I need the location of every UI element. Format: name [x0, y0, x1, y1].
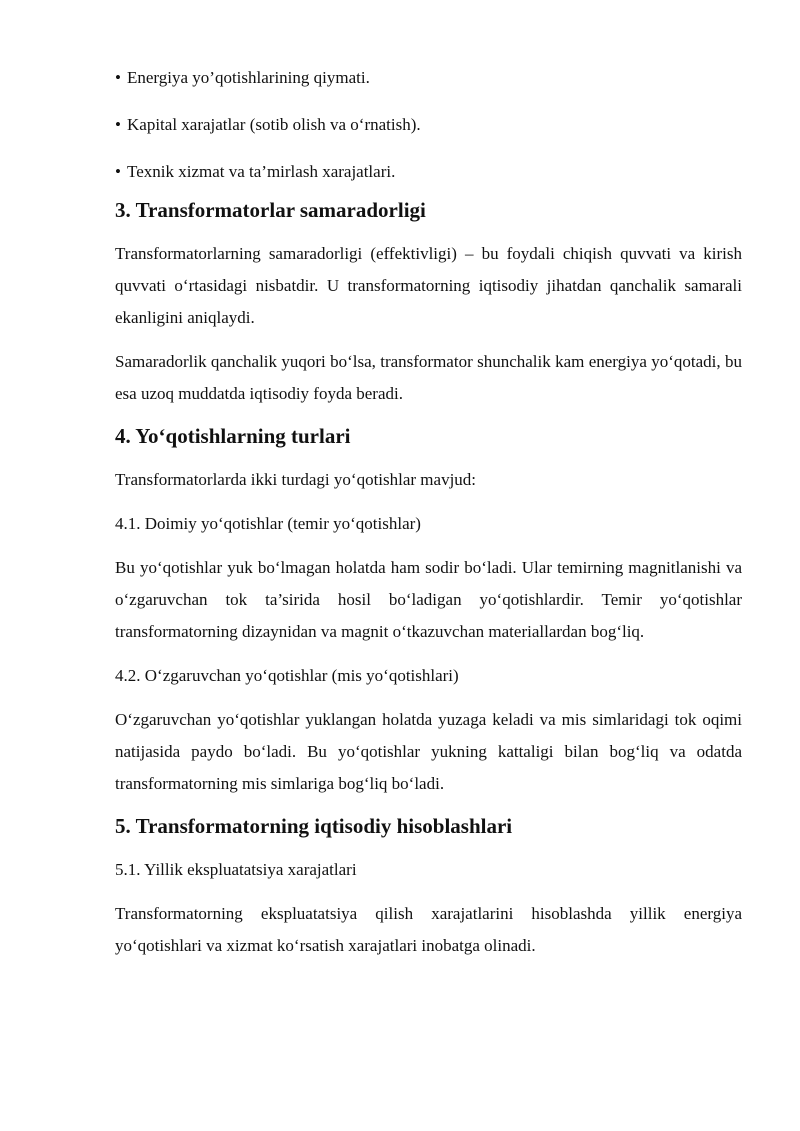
subsection-title-4-1: 4.1. Doimiy yo‘qotishlar (temir yo‘qotishlar)	[115, 514, 421, 533]
bullet-text: Energiya yo’qotishlarining qiymati.	[127, 68, 370, 87]
document-page	[115, 66, 742, 974]
bullet-item	[115, 113, 742, 137]
subsection-5-1-text: Transformatorning ekspluatatsiya qilish xarajatlarini hisoblashda yillik energiya yo‘qotishlari va xizmat ko‘rsatish xarajatlari inobatga olinadi.	[115, 904, 742, 955]
subsection-title-5-1: 5.1. Yillik ekspluatatsiya xarajatlari	[115, 860, 357, 879]
bullet-symbol: •	[115, 162, 121, 181]
bullet-text: Texnik xizmat va ta’mirlash xarajatlari.	[127, 162, 396, 181]
bullet-text: Kapital xarajatlar (sotib olish va o‘rnatish).	[127, 115, 421, 134]
section-4-intro: Transformatorlarda ikki turdagi yo‘qotishlar mavjud:	[115, 470, 477, 489]
bullet-symbol: •	[115, 115, 121, 134]
section-3-paragraph-1: Transformatorlarning samaradorligi (effektivligi) – bu foydali chiqish quvvati va kirish quvvati o‘rtasidagi nisbatdir. U transformatorning iqtisodiy jihatdan qanchalik samarali ekanligini aniqlaydi.	[115, 244, 742, 327]
bullet-item	[115, 66, 742, 90]
section-heading-4: 4. Yo‘qotishlarning turlari	[115, 424, 351, 448]
section-heading-5: 5. Transformatorning iqtisodiy hisoblashlari	[115, 814, 513, 838]
section-heading-3: 3. Transformatorlar samaradorligi	[115, 198, 426, 222]
bullet-symbol: •	[115, 68, 121, 87]
subsection-4-2-text: O‘zgaruvchan yo‘qotishlar yuklangan holatda yuzaga keladi va mis simlaridagi tok oqimi natijasida paydo bo‘ladi. Bu yo‘qotishlar yukning kattaligi bilan bog‘liq va odatda transformatorning mis simlariga bog‘liq bo‘ladi.	[115, 710, 742, 793]
subsection-title-4-2: 4.2. O‘zgaruvchan yo‘qotishlar (mis yo‘qotishlari)	[115, 666, 459, 685]
subsection-4-1-text: Bu yo‘qotishlar yuk bo‘lmagan holatda ham sodir bo‘ladi. Ular temirning magnitlanishi va o‘zgaruvchan tok ta’sirida hosil bo‘ladigan yo‘qotishlardir. Temir yo‘qotishlar transformatorning dizaynidan va magnit o‘tkazuvchan materiallardan bog‘liq.	[115, 558, 742, 641]
bullet-item	[115, 160, 742, 184]
section-3-paragraph-2: Samaradorlik qanchalik yuqori bo‘lsa, transformator shunchalik kam energiya yo‘qotadi, bu esa uzoq muddatda iqtisodiy foyda beradi.	[115, 352, 742, 403]
